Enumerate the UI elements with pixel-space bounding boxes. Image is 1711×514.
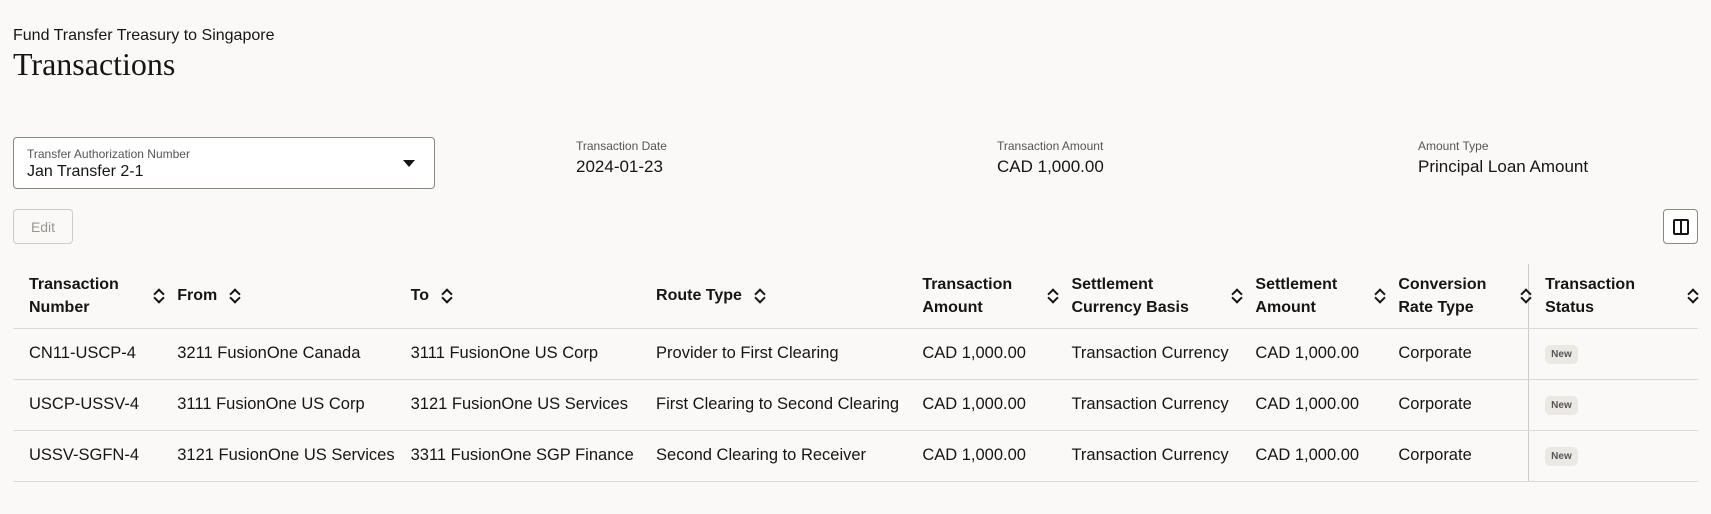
column-header-settlement-amount[interactable]: [1239, 264, 1382, 328]
column-header-transaction-amount[interactable]: [906, 264, 1055, 328]
cell-to: 3311 FusionOne SGP Finance: [395, 430, 640, 481]
cell-conversion-rate-type: Corporate: [1382, 379, 1528, 430]
column-header-label: Route Type: [656, 287, 742, 305]
sort-icon[interactable]: [1047, 287, 1056, 305]
column-header-label: Settlement Currency Basis: [1071, 275, 1189, 316]
cell-settlement-amount: CAD 1,000.00: [1239, 328, 1382, 379]
column-header-from[interactable]: [161, 264, 394, 328]
cell-from: 3111 FusionOne US Corp: [161, 379, 394, 430]
sort-icon[interactable]: [1231, 287, 1240, 305]
column-header-transaction-status[interactable]: [1529, 264, 1698, 328]
transfer-authorization-value: Jan Transfer 2-1: [27, 163, 144, 180]
column-header-label: From: [177, 287, 218, 305]
column-header-to[interactable]: [395, 264, 640, 328]
transaction-date-label: Transaction Date: [576, 139, 667, 153]
column-header-conversion-rate-type[interactable]: [1382, 264, 1528, 328]
sort-icon[interactable]: [153, 287, 162, 305]
cell-route-type: Second Clearing to Receiver: [640, 430, 906, 481]
status-badge: New: [1545, 396, 1578, 415]
cell-transaction-amount: CAD 1,000.00: [906, 328, 1055, 379]
transaction-amount-field: [997, 139, 1104, 177]
cell-transaction-number: CN11-USCP-4: [13, 328, 161, 379]
column-header-settlement-currency-basis[interactable]: [1055, 264, 1239, 328]
sort-icon[interactable]: [229, 287, 241, 305]
sort-icon[interactable]: [441, 287, 453, 305]
table-header-row: [13, 264, 1698, 328]
cell-conversion-rate-type: Corporate: [1382, 328, 1528, 379]
cell-route-type: First Clearing to Second Clearing: [640, 379, 906, 430]
transactions-table: [13, 264, 1698, 482]
cell-to: 3111 FusionOne US Corp: [395, 328, 640, 379]
transaction-amount-value: CAD 1,000.00: [997, 157, 1104, 176]
column-header-label: To: [410, 287, 429, 305]
column-header-label: Transaction Status: [1545, 275, 1635, 316]
cell-to: 3121 FusionOne US Services: [395, 379, 640, 430]
cell-transaction-amount: CAD 1,000.00: [906, 430, 1055, 481]
cell-from: 3121 FusionOne US Services: [161, 430, 394, 481]
column-header-label: Transaction Number: [29, 275, 119, 316]
amount-type-value: Principal Loan Amount: [1418, 157, 1589, 176]
status-badge: New: [1545, 345, 1578, 364]
cell-transaction-amount: CAD 1,000.00: [906, 379, 1055, 430]
sort-icon[interactable]: [1687, 287, 1698, 305]
transaction-date-value: 2024-01-23: [576, 157, 663, 176]
cell-settlement-currency-basis: Transaction Currency: [1055, 379, 1239, 430]
cell-settlement-currency-basis: Transaction Currency: [1055, 430, 1239, 481]
amount-type-field: [1418, 139, 1588, 177]
cell-from: 3211 FusionOne Canada: [161, 328, 394, 379]
cell-transaction-status: [1529, 328, 1698, 379]
table-row[interactable]: [13, 328, 1698, 379]
column-header-label: Conversion Rate Type: [1398, 275, 1487, 316]
amount-type-label: Amount Type: [1418, 139, 1489, 153]
column-header-route-type[interactable]: [640, 264, 906, 328]
page-subtitle: Fund Transfer Treasury to Singapore: [13, 27, 275, 44]
cell-transaction-number: USCP-USSV-4: [13, 379, 161, 430]
cell-transaction-status: [1529, 430, 1698, 481]
cell-transaction-status: [1529, 379, 1698, 430]
cell-conversion-rate-type: Corporate: [1382, 430, 1528, 481]
column-header-transaction-number[interactable]: [13, 264, 161, 328]
cell-settlement-amount: CAD 1,000.00: [1239, 430, 1382, 481]
sort-icon[interactable]: [1520, 287, 1528, 305]
table-row[interactable]: [13, 379, 1698, 430]
cell-route-type: Provider to First Clearing: [640, 328, 906, 379]
status-badge: New: [1545, 447, 1578, 466]
sort-icon[interactable]: [1374, 287, 1383, 305]
sort-icon[interactable]: [754, 287, 766, 305]
cell-settlement-currency-basis: Transaction Currency: [1055, 328, 1239, 379]
table-row[interactable]: [13, 430, 1698, 481]
transaction-amount-label: Transaction Amount: [997, 139, 1104, 153]
transaction-date-field: [576, 139, 667, 177]
cell-settlement-amount: CAD 1,000.00: [1239, 379, 1382, 430]
column-header-label: Settlement Amount: [1255, 275, 1338, 316]
column-header-label: Transaction Amount: [922, 275, 1013, 316]
page-title: Transactions: [13, 46, 176, 82]
chevron-down-icon[interactable]: [403, 160, 415, 167]
panel-toggle-button[interactable]: [1663, 209, 1698, 244]
cell-transaction-number: USSV-SGFN-4: [13, 430, 161, 481]
transfer-authorization-label: Transfer Authorization Number: [27, 147, 190, 161]
panel-toggle-icon: [1673, 219, 1689, 235]
transfer-authorization-select[interactable]: [13, 137, 435, 189]
edit-button[interactable]: Edit: [13, 209, 73, 244]
